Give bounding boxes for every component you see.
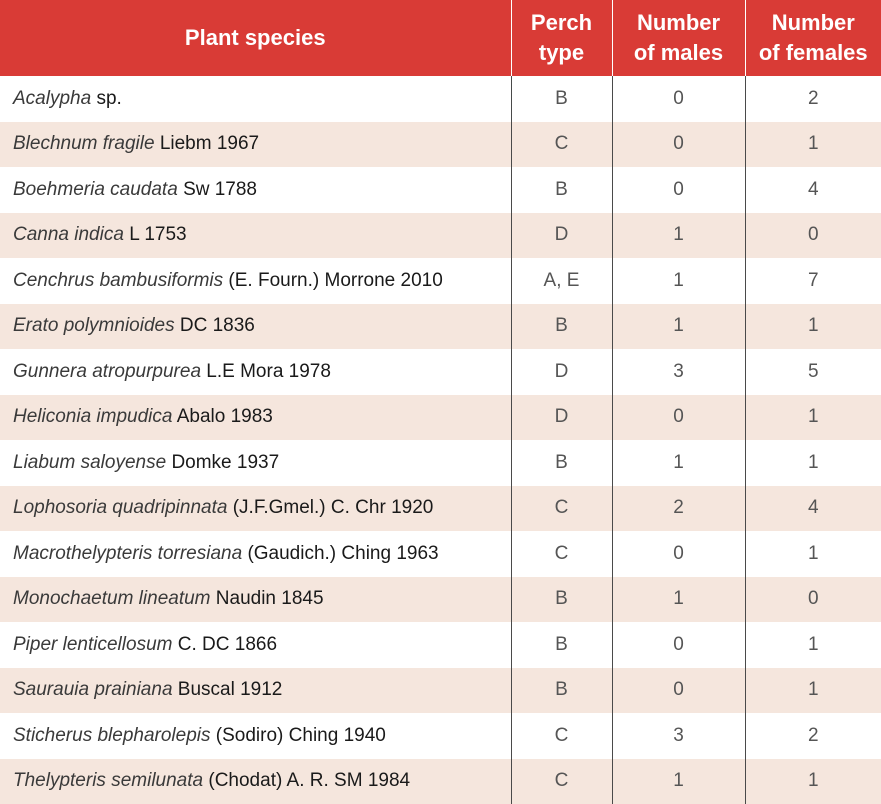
perch-type-cell: D xyxy=(511,213,612,259)
males-count-cell: 0 xyxy=(612,668,745,714)
perch-type-cell: B xyxy=(511,304,612,350)
perch-type-cell: B xyxy=(511,167,612,213)
species-cell xyxy=(0,577,511,623)
perch-type-cell: C xyxy=(511,486,612,532)
header-number-of-females: Number of females xyxy=(745,0,881,76)
males-count-cell: 0 xyxy=(612,395,745,441)
table-row xyxy=(0,486,881,532)
species-name: Thelypteris semilunata xyxy=(13,770,204,792)
species-name: Blechnum fragile xyxy=(13,133,155,155)
species-cell xyxy=(0,304,511,350)
females-count-cell: 7 xyxy=(807,269,819,291)
perch-type-cell: C xyxy=(511,531,612,577)
species-name: Erato polymnioides xyxy=(13,315,175,337)
species-cell xyxy=(0,486,511,532)
species-name: Piper lenticellosum xyxy=(13,633,173,655)
females-count-cell: 1 xyxy=(807,679,819,701)
species-name: Sticherus blepharolepis xyxy=(13,724,211,746)
males-count-cell: 0 xyxy=(612,122,745,168)
species-authority: sp. xyxy=(96,87,122,109)
females-count-cell: 5 xyxy=(807,360,819,382)
species-cell xyxy=(0,258,511,304)
species-authority: DC 1836 xyxy=(179,315,255,337)
species-authority: (J.F.Gmel.) C. Chr 1920 xyxy=(232,497,434,519)
species-cell xyxy=(0,622,511,668)
species-name: Boehmeria caudata xyxy=(13,178,178,200)
species-cell xyxy=(0,349,511,395)
females-count-cell: 1 xyxy=(807,542,819,564)
table-row xyxy=(0,349,881,395)
header-perch-type: Perch type xyxy=(511,0,612,76)
table-row xyxy=(0,622,881,668)
perch-type-cell: C xyxy=(511,759,612,804)
species-cell xyxy=(0,531,511,577)
perch-type-cell: B xyxy=(511,668,612,714)
males-count-cell: 1 xyxy=(612,258,745,304)
species-authority: C. DC 1866 xyxy=(177,633,278,655)
females-count-cell: 4 xyxy=(807,178,819,200)
species-cell xyxy=(0,759,511,804)
table-row xyxy=(0,759,881,804)
species-name: Cenchrus bambusiformis xyxy=(13,269,224,291)
species-name: Monochaetum lineatum xyxy=(13,588,211,610)
perch-type-cell: C xyxy=(511,122,612,168)
species-cell xyxy=(0,76,511,122)
species-authority: Domke 1937 xyxy=(171,451,280,473)
table-row xyxy=(0,258,881,304)
females-count-cell: 1 xyxy=(807,451,819,473)
perch-type-cell: D xyxy=(511,395,612,441)
species-authority: L.E Mora 1978 xyxy=(206,360,331,382)
males-count-cell: 2 xyxy=(612,486,745,532)
table-row xyxy=(0,213,881,259)
females-count-cell: 0 xyxy=(807,588,819,610)
species-name: Liabum saloyense xyxy=(13,451,167,473)
header-row xyxy=(0,0,881,76)
table-row xyxy=(0,440,881,486)
perch-type-cell: C xyxy=(511,713,612,759)
females-count-cell: 1 xyxy=(807,133,819,155)
species-authority: Buscal 1912 xyxy=(177,679,283,701)
species-cell xyxy=(0,668,511,714)
males-count-cell: 3 xyxy=(612,713,745,759)
table-row xyxy=(0,304,881,350)
species-cell xyxy=(0,122,511,168)
females-count-cell: 1 xyxy=(807,315,819,337)
species-authority: (Sodiro) Ching 1940 xyxy=(215,724,386,746)
males-count-cell: 1 xyxy=(612,304,745,350)
header-species: Plant species xyxy=(0,0,511,76)
females-count-cell: 4 xyxy=(807,497,819,519)
perch-type-cell: B xyxy=(511,622,612,668)
table-row xyxy=(0,76,881,122)
species-cell xyxy=(0,167,511,213)
table-row xyxy=(0,531,881,577)
species-authority: Liebm 1967 xyxy=(159,133,260,155)
header-number-of-males: Number of males xyxy=(612,0,745,76)
species-name: Canna indica xyxy=(13,224,124,246)
males-count-cell: 0 xyxy=(612,622,745,668)
table-row xyxy=(0,167,881,213)
species-authority: Sw 1788 xyxy=(183,178,258,200)
species-name: Gunnera atropurpurea xyxy=(13,360,202,382)
females-count-cell: 1 xyxy=(807,406,819,428)
species-authority: (Gaudich.) Ching 1963 xyxy=(247,542,439,564)
table-row xyxy=(0,713,881,759)
species-cell xyxy=(0,713,511,759)
males-count-cell: 1 xyxy=(612,577,745,623)
perch-type-cell: B xyxy=(511,440,612,486)
males-count-cell: 0 xyxy=(612,167,745,213)
species-name: Acalypha xyxy=(13,87,92,109)
males-count-cell: 1 xyxy=(612,213,745,259)
species-cell xyxy=(0,213,511,259)
perch-type-cell: B xyxy=(511,76,612,122)
species-authority: Naudin 1845 xyxy=(215,588,324,610)
table-row xyxy=(0,577,881,623)
perch-type-cell: D xyxy=(511,349,612,395)
females-count-cell: 0 xyxy=(807,224,819,246)
males-count-cell: 1 xyxy=(612,440,745,486)
males-count-cell: 1 xyxy=(612,759,745,804)
perch-type-cell: B xyxy=(511,577,612,623)
species-authority: L 1753 xyxy=(129,224,187,246)
species-name: Heliconia impudica xyxy=(13,406,173,428)
males-count-cell: 3 xyxy=(612,349,745,395)
species-name: Macrothelypteris torresiana xyxy=(13,542,243,564)
females-count-cell: 1 xyxy=(807,770,819,792)
females-count-cell: 2 xyxy=(807,724,819,746)
species-authority: (E. Fourn.) Morrone 2010 xyxy=(228,269,443,291)
table-row xyxy=(0,395,881,441)
species-name: Saurauia prainiana xyxy=(13,679,173,701)
species-name: Lophosoria quadripinnata xyxy=(13,497,228,519)
males-count-cell: 0 xyxy=(612,76,745,122)
males-count-cell: 0 xyxy=(612,531,745,577)
species-authority: (Chodat) A. R. SM 1984 xyxy=(208,770,411,792)
females-count-cell: 1 xyxy=(807,633,819,655)
females-count-cell: 2 xyxy=(807,87,819,109)
perch-type-cell: A, E xyxy=(511,258,612,304)
table-row xyxy=(0,122,881,168)
table-row xyxy=(0,668,881,714)
species-authority: Abalo 1983 xyxy=(176,406,273,428)
species-cell xyxy=(0,395,511,441)
species-cell xyxy=(0,440,511,486)
